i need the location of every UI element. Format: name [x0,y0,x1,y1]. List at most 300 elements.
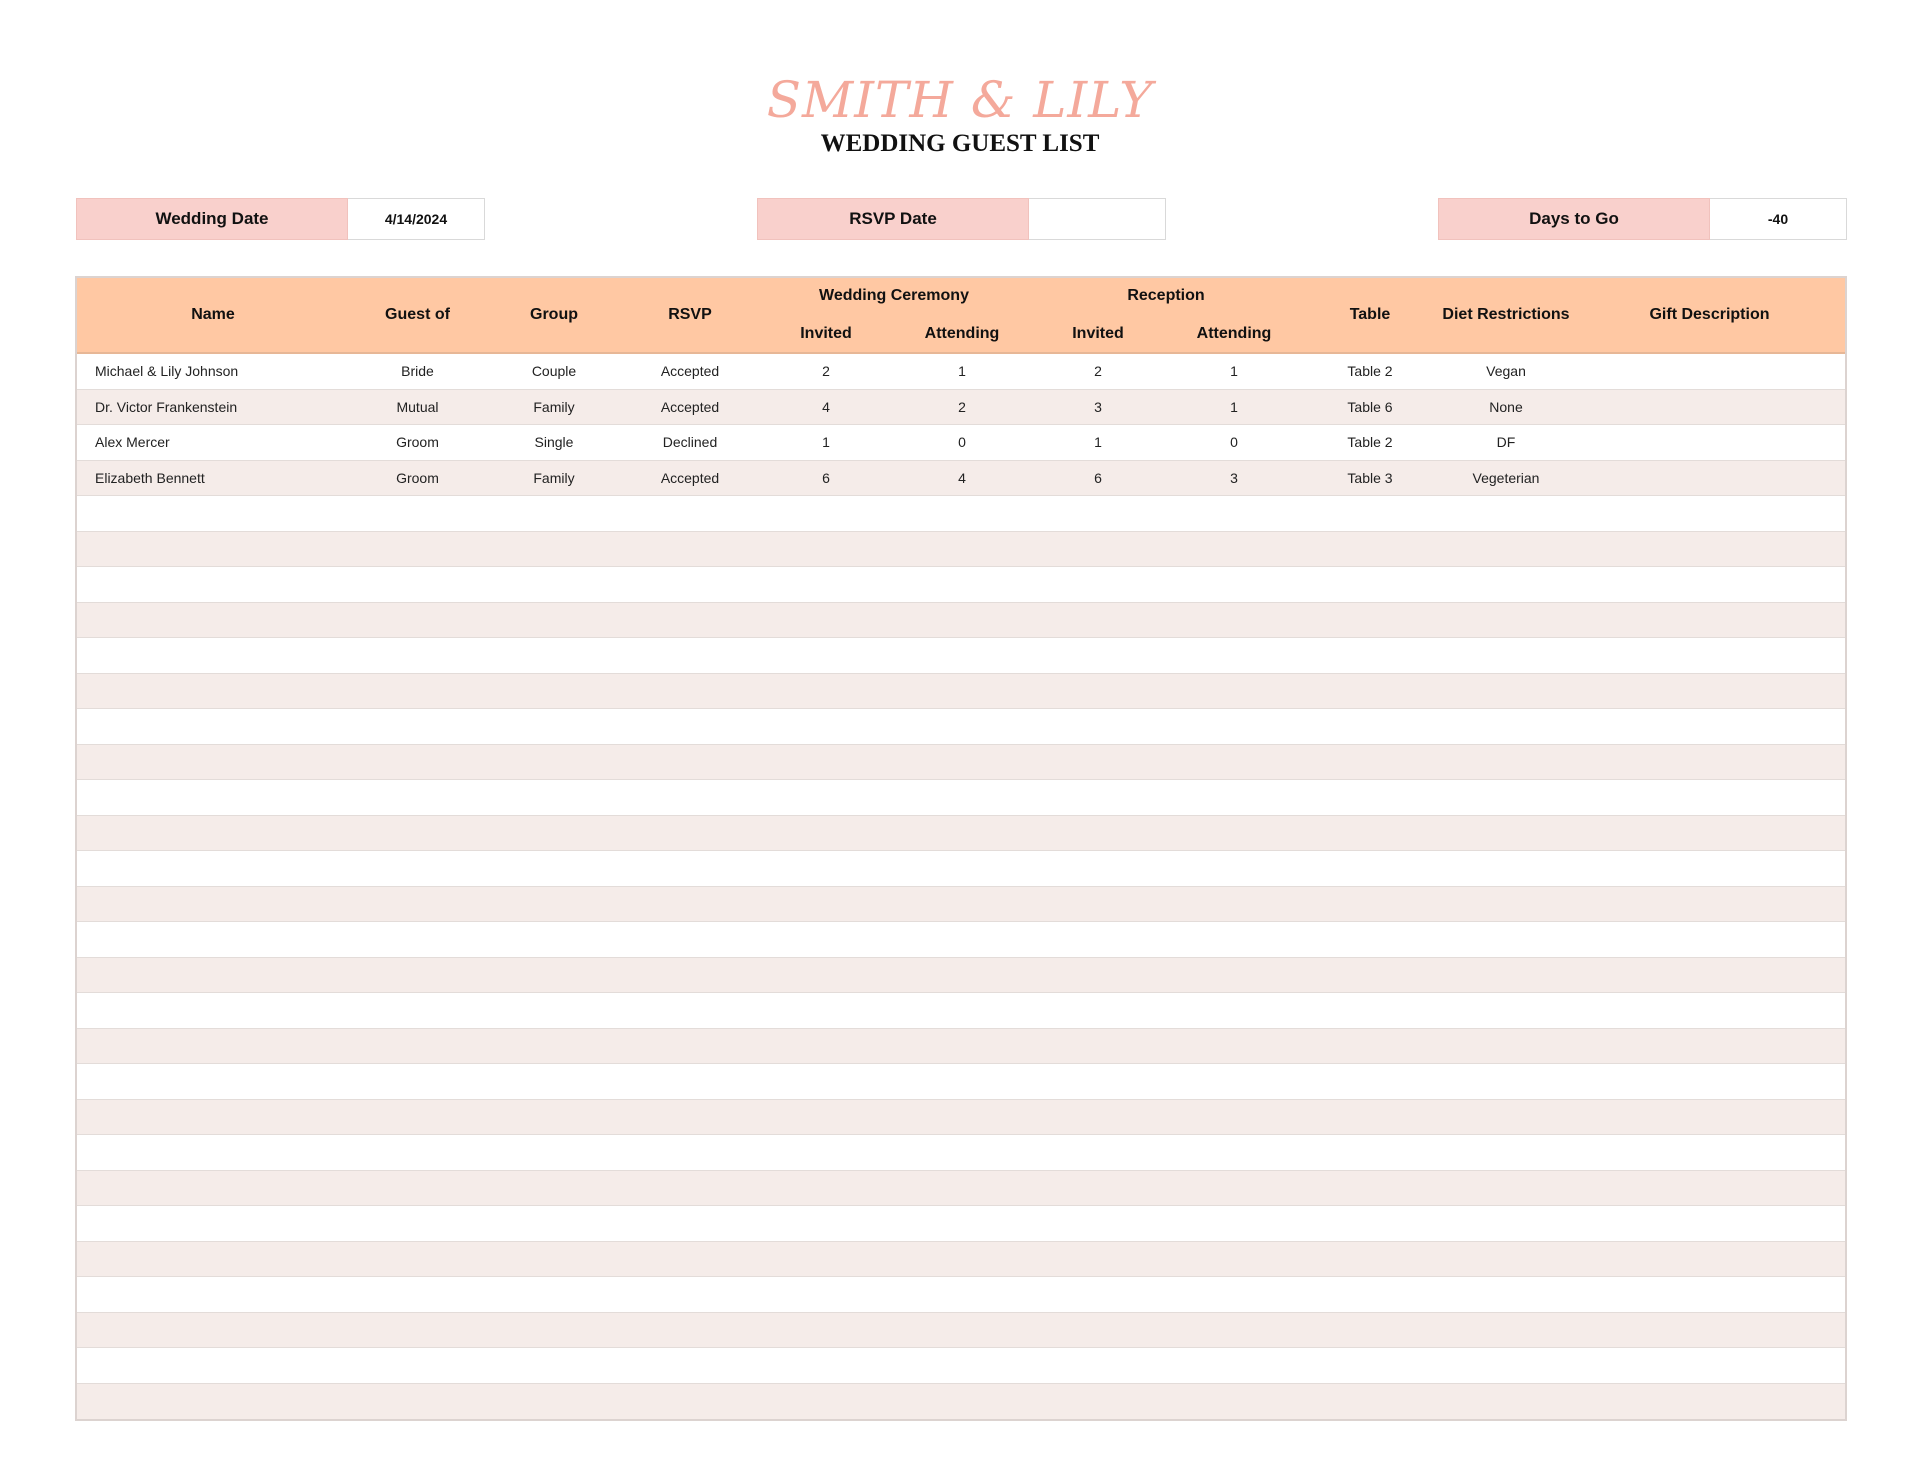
cell-ceremony-invited[interactable] [758,1171,894,1206]
cell-name[interactable] [77,1242,349,1277]
cell-reception-invited[interactable] [1030,958,1166,993]
cell-reception-attending[interactable] [1166,638,1302,673]
cell-reception-invited[interactable]: 2 [1094,363,1102,380]
cell-group[interactable] [486,958,622,993]
cell-name[interactable]: Alex Mercer [95,434,170,451]
cell-ceremony-attending[interactable] [894,922,1030,957]
cell-diet-restrictions[interactable] [1438,674,1574,709]
cell-gift-description[interactable] [1574,1348,1845,1383]
cell-diet-restrictions[interactable] [1438,922,1574,957]
cell-reception-attending[interactable] [1166,674,1302,709]
cell-reception-invited[interactable] [1030,1064,1166,1099]
cell-diet-restrictions[interactable] [1438,1242,1574,1277]
cell-gift-description[interactable] [1574,1384,1845,1420]
cell-ceremony-attending[interactable] [894,780,1030,815]
cell-reception-invited[interactable] [1030,1029,1166,1064]
cell-gift-description[interactable] [1574,1242,1845,1277]
cell-ceremony-attending[interactable] [894,567,1030,602]
cell-diet-restrictions[interactable] [1438,1171,1574,1206]
cell-name[interactable] [77,922,349,957]
cell-name[interactable] [77,603,349,638]
cell-reception-attending[interactable] [1166,887,1302,922]
cell-table[interactable]: Table 6 [1347,398,1393,415]
cell-name[interactable] [77,851,349,886]
cell-ceremony-attending[interactable]: 4 [958,469,966,486]
cell-guest-of[interactable] [349,1135,486,1170]
cell-reception-invited[interactable] [1030,1135,1166,1170]
cell-guest-of[interactable] [349,1277,486,1312]
cell-reception-attending[interactable] [1166,1348,1302,1383]
cell-reception-attending[interactable]: 3 [1230,469,1238,486]
cell-rsvp[interactable] [622,603,758,638]
days-to-go-field[interactable]: -40 [1710,198,1847,240]
cell-group[interactable] [486,887,622,922]
cell-gift-description[interactable] [1574,674,1845,709]
cell-ceremony-invited[interactable]: 1 [822,434,830,451]
cell-name[interactable] [77,674,349,709]
cell-reception-invited[interactable] [1030,709,1166,744]
cell-group[interactable] [486,496,622,531]
cell-ceremony-invited[interactable] [758,851,894,886]
cell-rsvp[interactable] [622,780,758,815]
cell-rsvp[interactable] [622,993,758,1028]
cell-diet-restrictions[interactable] [1438,603,1574,638]
cell-rsvp[interactable] [622,567,758,602]
cell-ceremony-invited[interactable] [758,1029,894,1064]
cell-guest-of[interactable] [349,993,486,1028]
cell-table[interactable] [1302,993,1438,1028]
cell-guest-of[interactable] [349,567,486,602]
cell-ceremony-invited[interactable] [758,1064,894,1099]
cell-rsvp[interactable] [622,1242,758,1277]
cell-rsvp[interactable] [622,638,758,673]
cell-table[interactable] [1302,922,1438,957]
cell-name[interactable] [77,1206,349,1241]
cell-gift-description[interactable] [1574,390,1845,425]
cell-reception-invited[interactable] [1030,638,1166,673]
cell-table[interactable] [1302,780,1438,815]
cell-ceremony-invited[interactable]: 4 [822,398,830,415]
cell-name[interactable]: Michael & Lily Johnson [95,363,239,380]
cell-ceremony-invited[interactable] [758,1242,894,1277]
cell-table[interactable] [1302,1348,1438,1383]
cell-table[interactable] [1302,709,1438,744]
cell-group[interactable] [486,993,622,1028]
cell-reception-attending[interactable] [1166,1277,1302,1312]
cell-reception-attending[interactable] [1166,1242,1302,1277]
cell-rsvp[interactable]: Accepted [660,398,720,415]
cell-group[interactable] [486,745,622,780]
cell-gift-description[interactable] [1574,461,1845,496]
cell-group[interactable] [486,638,622,673]
cell-group[interactable] [486,532,622,567]
cell-ceremony-invited[interactable] [758,745,894,780]
cell-ceremony-invited[interactable] [758,638,894,673]
cell-table[interactable]: Table 2 [1347,363,1393,380]
cell-ceremony-invited[interactable] [758,958,894,993]
cell-group[interactable] [486,1135,622,1170]
wedding-date-field[interactable]: 4/14/2024 [348,198,485,240]
cell-ceremony-attending[interactable] [894,1206,1030,1241]
cell-group[interactable] [486,1064,622,1099]
cell-ceremony-invited[interactable]: 6 [822,469,830,486]
cell-diet-restrictions[interactable] [1438,1313,1574,1348]
cell-group[interactable] [486,674,622,709]
cell-ceremony-invited[interactable] [758,1348,894,1383]
cell-reception-invited[interactable] [1030,674,1166,709]
cell-diet-restrictions[interactable] [1438,1384,1574,1420]
cell-guest-of[interactable] [349,1206,486,1241]
cell-gift-description[interactable] [1574,745,1845,780]
cell-reception-attending[interactable] [1166,816,1302,851]
cell-ceremony-invited[interactable] [758,567,894,602]
cell-reception-attending[interactable] [1166,1384,1302,1420]
cell-group[interactable] [486,1277,622,1312]
cell-ceremony-attending[interactable] [894,1242,1030,1277]
cell-rsvp[interactable] [622,1064,758,1099]
cell-rsvp[interactable] [622,1206,758,1241]
cell-group[interactable] [486,1029,622,1064]
cell-diet-restrictions[interactable] [1438,1206,1574,1241]
cell-table[interactable] [1302,851,1438,886]
cell-ceremony-attending[interactable] [894,816,1030,851]
cell-guest-of[interactable] [349,1171,486,1206]
cell-ceremony-invited[interactable] [758,674,894,709]
cell-rsvp[interactable] [622,958,758,993]
cell-guest-of[interactable] [349,887,486,922]
cell-name[interactable] [77,887,349,922]
cell-table[interactable] [1302,816,1438,851]
cell-ceremony-invited[interactable] [758,993,894,1028]
cell-ceremony-attending[interactable] [894,851,1030,886]
cell-gift-description[interactable] [1574,709,1845,744]
cell-guest-of[interactable]: Mutual [396,398,439,415]
cell-rsvp[interactable] [622,1029,758,1064]
cell-name[interactable] [77,1348,349,1383]
cell-ceremony-attending[interactable]: 0 [958,434,966,451]
cell-group[interactable] [486,780,622,815]
cell-ceremony-attending[interactable] [894,958,1030,993]
cell-rsvp[interactable] [622,1135,758,1170]
cell-gift-description[interactable] [1574,993,1845,1028]
cell-guest-of[interactable] [349,922,486,957]
cell-ceremony-invited[interactable]: 2 [822,363,830,380]
cell-guest-of[interactable]: Bride [401,363,434,380]
cell-reception-invited[interactable] [1030,532,1166,567]
cell-reception-attending[interactable] [1166,709,1302,744]
cell-rsvp[interactable] [622,1100,758,1135]
cell-ceremony-invited[interactable] [758,496,894,531]
rsvp-date-field[interactable] [1029,198,1166,240]
cell-table[interactable] [1302,567,1438,602]
cell-group[interactable] [486,1384,622,1420]
cell-gift-description[interactable] [1574,1029,1845,1064]
cell-gift-description[interactable] [1574,354,1845,389]
cell-diet-restrictions[interactable] [1438,638,1574,673]
cell-reception-attending[interactable] [1166,1135,1302,1170]
cell-table[interactable] [1302,1242,1438,1277]
cell-guest-of[interactable]: Groom [396,469,439,486]
cell-reception-invited[interactable] [1030,922,1166,957]
cell-group[interactable] [486,1206,622,1241]
cell-ceremony-invited[interactable] [758,816,894,851]
cell-gift-description[interactable] [1574,1206,1845,1241]
cell-group[interactable] [486,1100,622,1135]
cell-diet-restrictions[interactable]: Vegeterian [1472,469,1540,486]
cell-reception-invited[interactable] [1030,780,1166,815]
cell-name[interactable] [77,1135,349,1170]
cell-ceremony-attending[interactable]: 1 [958,363,966,380]
cell-diet-restrictions[interactable] [1438,887,1574,922]
cell-reception-invited[interactable]: 1 [1094,434,1102,451]
cell-rsvp[interactable] [622,1384,758,1420]
cell-gift-description[interactable] [1574,1171,1845,1206]
cell-diet-restrictions[interactable] [1438,496,1574,531]
cell-table[interactable] [1302,1206,1438,1241]
cell-table[interactable] [1302,496,1438,531]
cell-gift-description[interactable] [1574,887,1845,922]
cell-guest-of[interactable] [349,532,486,567]
cell-table[interactable] [1302,1384,1438,1420]
cell-name[interactable] [77,745,349,780]
cell-ceremony-attending[interactable] [894,638,1030,673]
cell-diet-restrictions[interactable] [1438,1100,1574,1135]
cell-reception-invited[interactable] [1030,1384,1166,1420]
cell-gift-description[interactable] [1574,922,1845,957]
cell-table[interactable] [1302,532,1438,567]
cell-reception-invited[interactable] [1030,745,1166,780]
cell-gift-description[interactable] [1574,958,1845,993]
cell-reception-attending[interactable] [1166,1171,1302,1206]
cell-diet-restrictions[interactable] [1438,1277,1574,1312]
cell-guest-of[interactable]: Groom [396,434,439,451]
cell-diet-restrictions[interactable] [1438,1064,1574,1099]
cell-reception-invited[interactable] [1030,1348,1166,1383]
cell-diet-restrictions[interactable] [1438,709,1574,744]
cell-guest-of[interactable] [349,638,486,673]
cell-table[interactable] [1302,1313,1438,1348]
cell-gift-description[interactable] [1574,1277,1845,1312]
cell-rsvp[interactable] [622,532,758,567]
cell-group[interactable] [486,1348,622,1383]
cell-diet-restrictions[interactable] [1438,1135,1574,1170]
cell-group[interactable] [486,1242,622,1277]
cell-name[interactable] [77,780,349,815]
cell-reception-invited[interactable]: 6 [1094,469,1102,486]
cell-diet-restrictions[interactable] [1438,745,1574,780]
cell-guest-of[interactable] [349,851,486,886]
cell-ceremony-invited[interactable] [758,780,894,815]
cell-name[interactable] [77,638,349,673]
cell-reception-attending[interactable]: 1 [1230,363,1238,380]
cell-group[interactable] [486,851,622,886]
cell-rsvp[interactable]: Accepted [660,469,720,486]
cell-gift-description[interactable] [1574,532,1845,567]
cell-ceremony-invited[interactable] [758,603,894,638]
cell-name[interactable] [77,567,349,602]
cell-reception-invited[interactable] [1030,496,1166,531]
cell-reception-invited[interactable] [1030,567,1166,602]
cell-ceremony-attending[interactable] [894,887,1030,922]
cell-guest-of[interactable] [349,1064,486,1099]
cell-name[interactable]: Dr. Victor Frankenstein [95,398,238,415]
cell-reception-attending[interactable] [1166,567,1302,602]
cell-gift-description[interactable] [1574,816,1845,851]
cell-ceremony-attending[interactable] [894,496,1030,531]
cell-group[interactable] [486,816,622,851]
cell-reception-attending[interactable] [1166,851,1302,886]
cell-name[interactable] [77,1171,349,1206]
cell-rsvp[interactable] [622,816,758,851]
cell-diet-restrictions[interactable]: Vegan [1486,363,1526,380]
cell-ceremony-attending[interactable] [894,993,1030,1028]
cell-gift-description[interactable] [1574,496,1845,531]
cell-reception-attending[interactable] [1166,745,1302,780]
cell-group[interactable] [486,567,622,602]
cell-rsvp[interactable] [622,496,758,531]
cell-gift-description[interactable] [1574,567,1845,602]
cell-name[interactable] [77,532,349,567]
cell-ceremony-invited[interactable] [758,1135,894,1170]
cell-name[interactable] [77,1064,349,1099]
cell-reception-invited[interactable] [1030,1206,1166,1241]
cell-reception-attending[interactable] [1166,603,1302,638]
cell-rsvp[interactable] [622,1313,758,1348]
cell-rsvp[interactable] [622,1171,758,1206]
cell-table[interactable] [1302,1100,1438,1135]
cell-name[interactable] [77,1029,349,1064]
cell-ceremony-attending[interactable] [894,1029,1030,1064]
cell-group[interactable] [486,603,622,638]
cell-ceremony-invited[interactable] [758,709,894,744]
cell-table[interactable] [1302,1171,1438,1206]
cell-gift-description[interactable] [1574,1313,1845,1348]
cell-table[interactable]: Table 2 [1347,434,1393,451]
cell-name[interactable] [77,816,349,851]
cell-gift-description[interactable] [1574,1064,1845,1099]
cell-guest-of[interactable] [349,745,486,780]
cell-diet-restrictions[interactable] [1438,532,1574,567]
cell-group[interactable] [486,1171,622,1206]
cell-table[interactable] [1302,1064,1438,1099]
cell-reception-invited[interactable] [1030,851,1166,886]
cell-ceremony-attending[interactable] [894,1313,1030,1348]
cell-ceremony-attending[interactable] [894,1348,1030,1383]
cell-name[interactable] [77,1277,349,1312]
cell-rsvp[interactable] [622,851,758,886]
cell-reception-invited[interactable] [1030,1100,1166,1135]
cell-reception-attending[interactable] [1166,1313,1302,1348]
cell-ceremony-invited[interactable] [758,922,894,957]
cell-reception-invited[interactable] [1030,1277,1166,1312]
cell-reception-invited[interactable]: 3 [1094,398,1102,415]
cell-guest-of[interactable] [349,1242,486,1277]
cell-table[interactable] [1302,1029,1438,1064]
cell-name[interactable]: Elizabeth Bennett [95,469,205,486]
cell-ceremony-invited[interactable] [758,1313,894,1348]
cell-gift-description[interactable] [1574,425,1845,460]
cell-group[interactable]: Single [534,434,574,451]
cell-group[interactable] [486,922,622,957]
cell-table[interactable] [1302,958,1438,993]
cell-ceremony-attending[interactable] [894,1135,1030,1170]
cell-diet-restrictions[interactable] [1438,567,1574,602]
cell-guest-of[interactable] [349,1029,486,1064]
cell-reception-invited[interactable] [1030,887,1166,922]
cell-reception-invited[interactable] [1030,603,1166,638]
cell-reception-attending[interactable] [1166,780,1302,815]
cell-gift-description[interactable] [1574,638,1845,673]
cell-name[interactable] [77,1313,349,1348]
cell-table[interactable]: Table 3 [1347,469,1393,486]
cell-rsvp[interactable]: Accepted [660,363,720,380]
cell-guest-of[interactable] [349,1384,486,1420]
cell-ceremony-attending[interactable] [894,745,1030,780]
cell-ceremony-attending[interactable] [894,532,1030,567]
cell-table[interactable] [1302,1277,1438,1312]
cell-table[interactable] [1302,1135,1438,1170]
cell-ceremony-invited[interactable] [758,1206,894,1241]
cell-reception-attending[interactable] [1166,1064,1302,1099]
cell-guest-of[interactable] [349,496,486,531]
cell-reception-invited[interactable] [1030,1242,1166,1277]
cell-group[interactable]: Family [533,398,575,415]
cell-ceremony-attending[interactable]: 2 [958,398,966,415]
cell-rsvp[interactable] [622,922,758,957]
cell-ceremony-invited[interactable] [758,887,894,922]
cell-reception-attending[interactable]: 1 [1230,398,1238,415]
cell-name[interactable] [77,993,349,1028]
cell-rsvp[interactable] [622,709,758,744]
cell-reception-attending[interactable] [1166,1029,1302,1064]
cell-ceremony-attending[interactable] [894,1100,1030,1135]
cell-reception-attending[interactable] [1166,922,1302,957]
cell-guest-of[interactable] [349,958,486,993]
cell-table[interactable] [1302,745,1438,780]
cell-guest-of[interactable] [349,780,486,815]
cell-reception-attending[interactable]: 0 [1230,434,1238,451]
cell-diet-restrictions[interactable] [1438,1348,1574,1383]
cell-rsvp[interactable] [622,887,758,922]
cell-ceremony-invited[interactable] [758,532,894,567]
cell-group[interactable] [486,1313,622,1348]
cell-table[interactable] [1302,638,1438,673]
cell-gift-description[interactable] [1574,1135,1845,1170]
cell-diet-restrictions[interactable] [1438,958,1574,993]
cell-reception-invited[interactable] [1030,816,1166,851]
cell-name[interactable] [77,496,349,531]
cell-table[interactable] [1302,674,1438,709]
cell-guest-of[interactable] [349,816,486,851]
cell-name[interactable] [77,709,349,744]
cell-ceremony-invited[interactable] [758,1100,894,1135]
cell-guest-of[interactable] [349,1348,486,1383]
cell-gift-description[interactable] [1574,1100,1845,1135]
cell-rsvp[interactable]: Declined [662,434,718,451]
cell-reception-attending[interactable] [1166,496,1302,531]
cell-guest-of[interactable] [349,1313,486,1348]
cell-reception-attending[interactable] [1166,1206,1302,1241]
cell-reception-invited[interactable] [1030,1171,1166,1206]
cell-ceremony-attending[interactable] [894,1384,1030,1420]
cell-ceremony-attending[interactable] [894,1064,1030,1099]
cell-guest-of[interactable] [349,709,486,744]
cell-rsvp[interactable] [622,674,758,709]
cell-table[interactable] [1302,603,1438,638]
cell-name[interactable] [77,1100,349,1135]
cell-ceremony-attending[interactable] [894,1171,1030,1206]
cell-rsvp[interactable] [622,745,758,780]
